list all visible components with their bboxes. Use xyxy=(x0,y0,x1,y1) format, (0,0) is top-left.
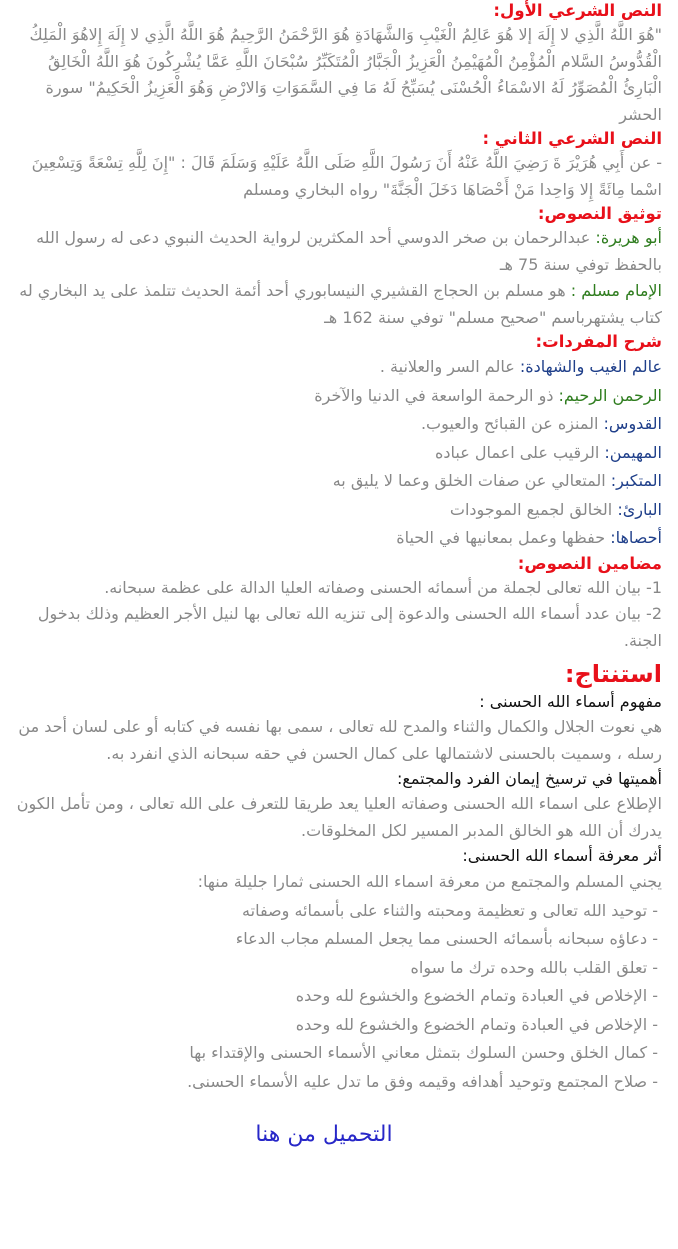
vocab-meaning: المتعالي عن صفات الخلق وعما لا يليق به xyxy=(332,471,611,490)
vocab-meaning: الخالق لجميع الموجودات xyxy=(449,499,618,519)
vocab-meaning: حفظها وعمل بمعانيها في الحياة xyxy=(396,528,611,547)
vocab-meaning: المنزه عن القبائح والعيوب. xyxy=(420,414,604,433)
vocab-item xyxy=(4,496,662,525)
effect-item: - توحيد الله تعالى و تعظيمة ومحبته والثناء على بأسمائه وصفاته xyxy=(242,900,658,920)
importance-body: الإطلاع على اسماء الله الحسنى وصفاته العليا يعد طريقا للتعرف على الله تعالى ، ومن تأمل الكون يدرك أن الله هو الخالق المدبر المسير لكل المخلوقات. xyxy=(16,794,662,840)
vocab-term: القدوس: xyxy=(603,414,662,433)
contents-item: 2- بيان عدد أسماء الله الحسنى والدعوة إلى تنزيه الله تعالى بها لنيل الأجر العظيم وذلك بدخول الجنة. xyxy=(37,604,662,650)
effect-item: - دعاؤه سبحانه بأسمائه الحسنى مما يجعل المسلم مجاب الدعاء xyxy=(235,929,658,948)
vocab-term: البارئ: xyxy=(617,499,662,519)
documentation-heading: توثيق النصوص: xyxy=(537,204,662,223)
text1-heading: النص الشرعي الأول: xyxy=(493,1,662,20)
doc-text: عبدالرحمان بن صخر الدوسي أحد المكثرين لرواية الحديث النبوي دعى له رسول الله بالحفظ توفي سنة 75 هـ xyxy=(36,228,662,274)
effect-item: - تعلق القلب بالله وحده ترك ما سواه xyxy=(410,957,658,977)
contents-item: 1- بيان الله تعالى لجملة من أسمائه الحسنى وصفاته العليا الدالة على عظمة سبحانه. xyxy=(104,577,662,597)
text2-body: - عن أَبِي هُرَيْرَ ةَ رَضِيَ اللَّهُ عَنْهُ أَنَ رَسُولَ اللَّهِ صَلَى اللَّهُ عَلَيْهِ وَسَلَمَ قَالَ : "إِنَ لِلَّهِ تِسْعَةً وَتِسْعِينَ اسْما مِائَةً إِلا وَاحِدا مَنْ أَحْصَاهَا دَخَلَ الْجَنَّةَ" رواه البخاري ومسلم xyxy=(31,153,662,199)
download-link[interactable]: التحميل من هنا xyxy=(255,1122,393,1147)
doc-name: الإمام مسلم : xyxy=(570,281,662,300)
effect-item: - صلاح المجتمع وتوحيد أهدافه وقيمه وفق ما تدل عليه الأسماء الحسنى. xyxy=(187,1071,658,1091)
text1-body: "هُوَ اللَّهُ الَّذِي لا إِلَهَ إلا هُوَ عَالِمُ الْغَيْبِ وَالشَّهَادَةِ هُوَ الرَّحْمَنُ الرَّحِيمُ هُوَ اللَّهُ الَّذِي لا إِلَهَ إِلاهُوَ الْمَلِكُ الْقُدُّوسُ السَّلام الْمُؤْمِنُ الْمُهَيْمِنُ الْعَزِيزُ الْجَبَّارُ الْمُتَكَبِّرُ سُبْحَانَ اللَّهِ عَمَّا يُشْرِكُونَ هُوَ اللَّهُ الْخَالِقُ الْبَارِئُ الْمُصَوِّرُ لَهُ الاسْمَاءُ الْحُسْنَى يُسَبِّحُ لَهُ مَا فِي السَّمَوَاتِ وَالارْضِ وَهُوَ الْعَزِيزُ الْحَكِيمُ" سورة الحشر xyxy=(29,25,662,124)
vocab-meaning: عالم السر والعلانية . xyxy=(379,357,520,376)
vocab-term: أحصاها: xyxy=(610,528,662,547)
effect-item: - كمال الخلق وحسن السلوك بتمثل معاني الأسماء الحسنى والإقتداء بها xyxy=(189,1043,658,1062)
text2-heading: النص الشرعي الثاني : xyxy=(482,129,662,148)
vocab-meaning: ذو الرحمة الواسعة في الدنيا والآخرة xyxy=(314,385,559,405)
doc-item-abu-hurayra xyxy=(4,225,662,278)
vocab-term: المهيمن: xyxy=(604,442,662,462)
vocab-item xyxy=(4,467,662,496)
contents-heading: مضامين النصوص: xyxy=(517,553,662,573)
importance-title: أهميتها في ترسيخ إيمان الفرد والمجتمع: xyxy=(396,769,662,788)
vocab-item xyxy=(4,410,662,439)
effect-item: - الإخلاص في العبادة وتمام الخضوع والخشوع لله وحده xyxy=(295,986,658,1005)
conclusion-heading: استنتاج: xyxy=(564,660,662,688)
effect-intro: يجني المسلم والمجتمع من معرفة اسماء الله الحسنى ثمارا جليلة منها: xyxy=(197,872,662,891)
vocab-item xyxy=(4,439,662,468)
vocab-term: عالم الغيب والشهادة: xyxy=(519,357,662,376)
doc-item-muslim xyxy=(4,278,662,331)
effect-title: أثر معرفة أسماء الله الحسنى: xyxy=(462,846,662,865)
vocab-term: المتكبر: xyxy=(610,471,662,490)
doc-name: أبو هريرة: xyxy=(595,228,662,247)
vocab-meaning: الرقيب على اعمال عباده xyxy=(435,442,605,462)
effect-list xyxy=(4,897,662,1097)
vocabulary-heading: شرح المفردات: xyxy=(535,332,662,351)
vocab-item xyxy=(4,382,662,411)
concept-body: هي نعوت الجلال والكمال والثناء والمدح لله تعالى ، سمى بها نفسه في كتابه أو على لسان أحد من رسله ، وسميت بالحسنى لاشتمالها على كمال الحسن في حقه سبحانه الذي انفرد به. xyxy=(18,717,662,763)
vocab-item xyxy=(4,524,662,553)
vocab-term: الرحمن الرحيم: xyxy=(558,385,662,405)
effect-item: - الإخلاص في العبادة وتمام الخضوع والخشوع لله وحده xyxy=(295,1014,658,1034)
doc-text: هو مسلم بن الحجاج القشيري النيسابوري أحد أئمة الحديث تتلمذ على يد البخاري له كتاب يشتهرباسم "صحيح مسلم" توفي سنة 162 هـ xyxy=(19,281,662,327)
vocab-item xyxy=(4,353,662,382)
concept-title: مفهوم أسماء الله الحسنى : xyxy=(479,692,662,711)
